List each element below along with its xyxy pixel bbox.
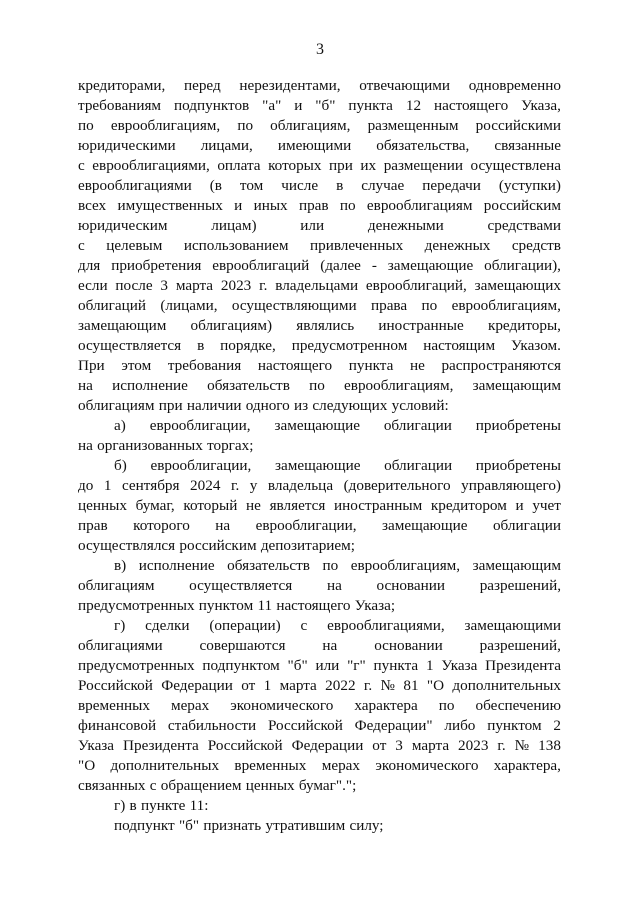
- text-line: в) исполнение обязательств по еврооблигациям, замещающим: [114, 557, 561, 574]
- text-line: При этом требования настоящего пункта не распространяются: [78, 357, 561, 374]
- text-line: "О дополнительных временных мерах экономического характера,: [78, 757, 561, 774]
- text-line: Российской Федерации от 1 марта 2022 г. № 81 "О дополнительных: [78, 677, 561, 694]
- text-line: еврооблигациями (в том числе в случае передачи (уступки): [78, 177, 561, 194]
- text-line: облигациям осуществляется на основании разрешений,: [78, 577, 561, 594]
- text-line: облигациями совершаются на основании разрешений,: [78, 637, 561, 654]
- text-line: кредиторами, перед нерезидентами, отвечающими одновременно: [78, 77, 561, 94]
- text-line: с еврооблигациями, оплата которых при их размещении осуществлена: [78, 157, 561, 174]
- text-line: на организованных торгах;: [78, 437, 254, 454]
- text-line: всех имущественных и иных прав по еврооблигациям российским: [78, 197, 561, 214]
- text-line: если после 3 марта 2023 г. владельцами еврооблигаций, замещающих: [78, 277, 561, 294]
- text-line: для приобретения еврооблигаций (далее - замещающие облигации),: [78, 257, 561, 274]
- text-line: с целевым использованием привлеченных денежных средств: [78, 237, 561, 254]
- text-line: юридическими лицами, имеющими обязательства, связанные: [78, 137, 561, 154]
- text-line: предусмотренных пунктом 11 настоящего Указа;: [78, 597, 396, 614]
- text-line: связанных с обращением ценных бумаг".";: [78, 777, 357, 794]
- text-line: до 1 сентября 2024 г. у владельца (доверительного управляющего): [78, 477, 561, 494]
- text-line: осуществлялся российским депозитарием;: [78, 537, 355, 554]
- text-line: г) в пункте 11:: [114, 797, 209, 814]
- text-line: временных мерах экономического характера по обеспечению: [78, 697, 561, 714]
- text-line: предусмотренных подпунктом "б" или "г" пункта 1 Указа Президента: [78, 657, 561, 674]
- document-body: [78, 76, 561, 836]
- text-line: по еврооблигациям, по облигациям, размещенным российскими: [78, 117, 561, 134]
- text-line: прав которого на еврооблигации, замещающие облигации: [78, 517, 561, 534]
- text-line: осуществляется в порядке, предусмотренном настоящим Указом.: [78, 337, 561, 354]
- text-line: б) еврооблигации, замещающие облигации приобретены: [114, 457, 561, 474]
- page-number: 3: [316, 41, 324, 58]
- text-line: требованиям подпунктов "а" и "б" пункта 12 настоящего Указа,: [78, 97, 561, 114]
- text-line: замещающим облигациям) являлись иностранные кредиторы,: [78, 317, 561, 334]
- text-line: а) еврооблигации, замещающие облигации приобретены: [114, 417, 561, 434]
- text-line: финансовой стабильности Российской Федерации" либо пунктом 2: [78, 717, 561, 734]
- text-line: г) сделки (операции) с еврооблигациями, замещающими: [114, 617, 561, 634]
- text-line: облигаций (лицами, осуществляющими права по еврооблигациям,: [78, 297, 561, 314]
- text-line: Указа Президента Российской Федерации от 3 марта 2023 г. № 138: [78, 737, 561, 754]
- text-line: юридическим лицам) или денежными средствами: [78, 217, 561, 234]
- text-line: облигациям при наличии одного из следующих условий:: [78, 397, 449, 414]
- text-line: подпункт "б" признать утратившим силу;: [114, 817, 384, 834]
- text-line: на исполнение обязательств по еврооблигациям, замещающим: [78, 377, 561, 394]
- text-line: ценных бумаг, который не является иностранным кредитором и учет: [78, 497, 561, 514]
